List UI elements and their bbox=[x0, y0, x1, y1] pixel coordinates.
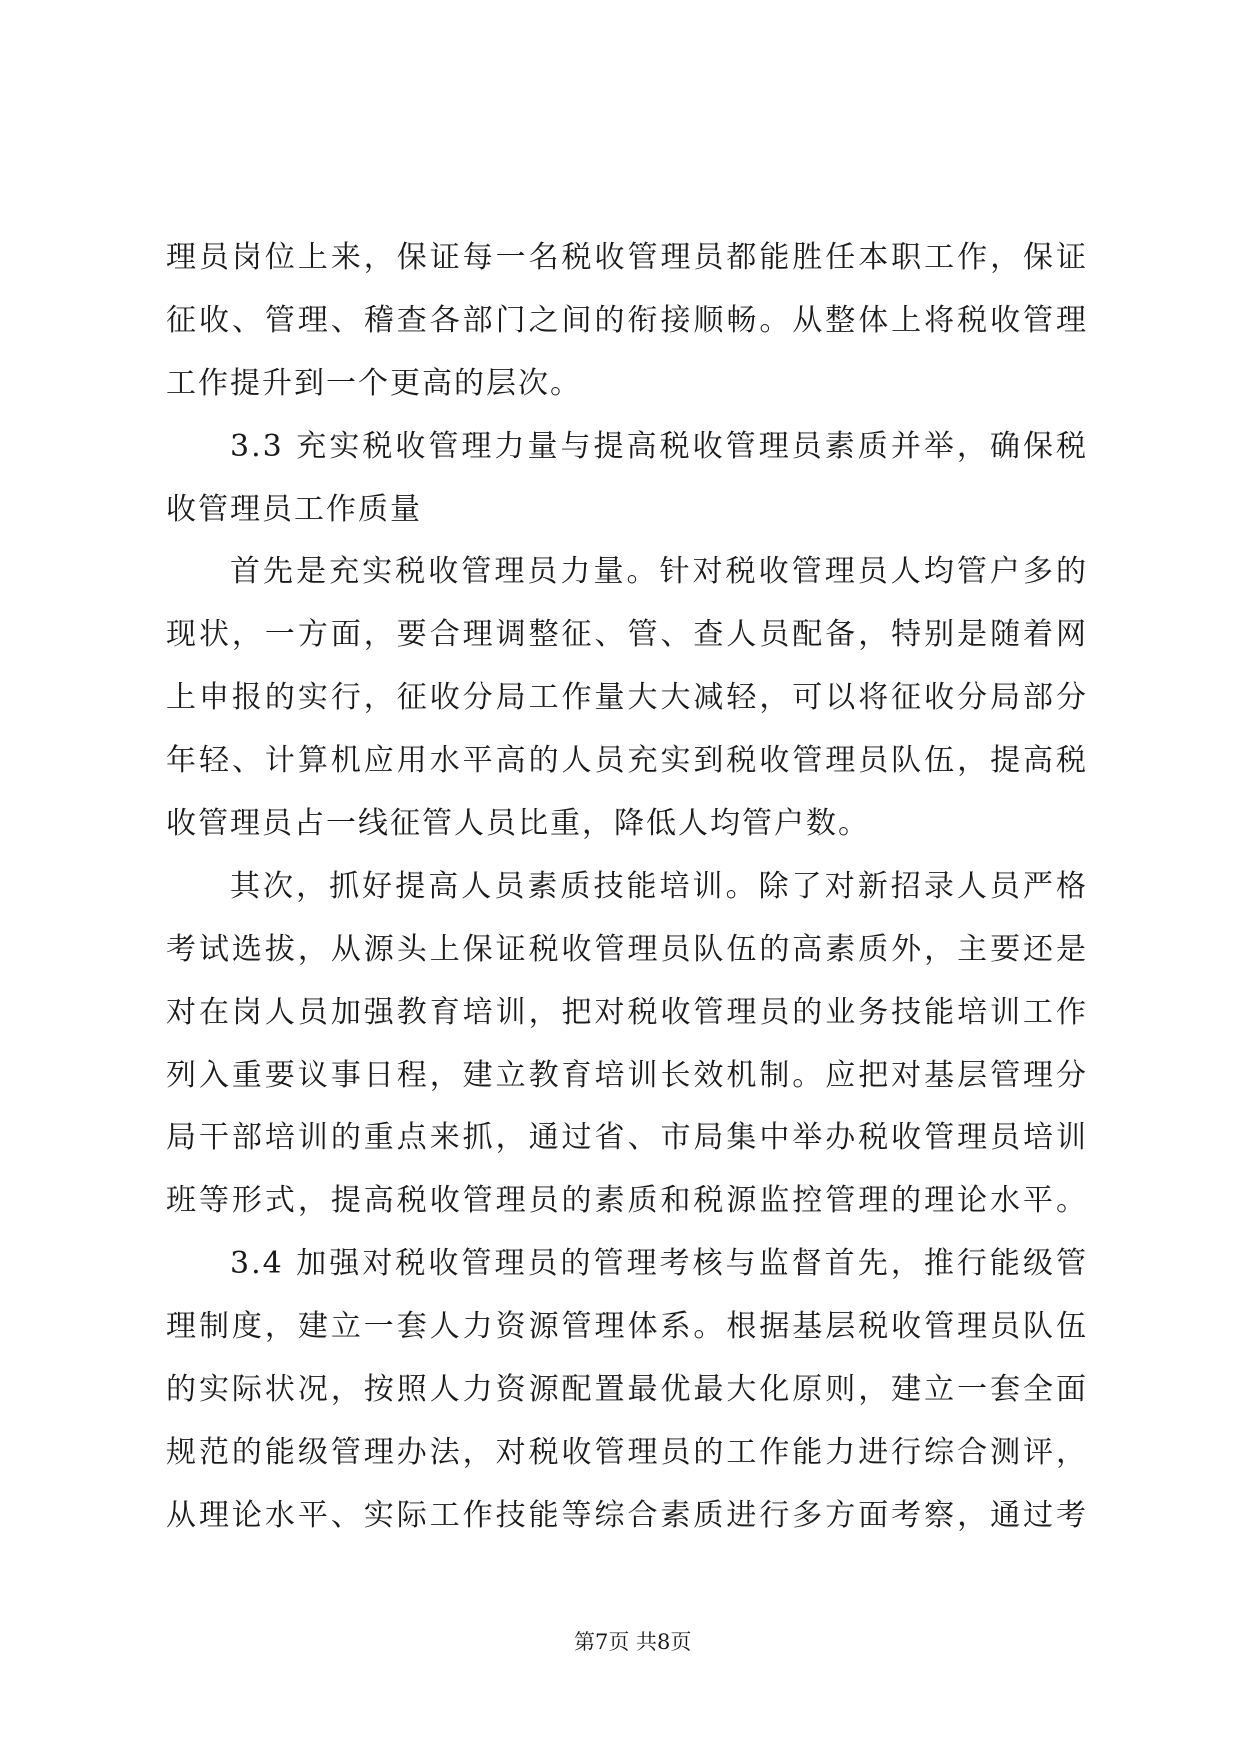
section-3-4-paragraph bbox=[166, 1233, 1088, 1547]
text-line: 工作提升到一个更高的层次。 bbox=[166, 365, 582, 401]
paragraph-staffing bbox=[166, 541, 1088, 855]
text-line: 3.4 加强对税收管理员的管理考核与监督首先，推行能级管 bbox=[230, 1246, 1088, 1282]
section-heading-3-3 bbox=[166, 416, 1088, 542]
text-line: 收管理员占一线征管人员比重，降低人均管户数。 bbox=[166, 806, 870, 842]
text-line: 班等形式，提高税收管理员的素质和税源监控管理的理论水平。 bbox=[166, 1183, 1088, 1219]
body-text bbox=[166, 227, 1088, 1548]
text-line: 理制度，建立一套人力资源管理体系。根据基层税收管理员队伍 bbox=[166, 1309, 1088, 1345]
page-number-footer: 第7页 共8页 bbox=[574, 1630, 692, 1654]
paragraph-training bbox=[166, 856, 1088, 1233]
text-line: 其次，抓好提高人员素质技能培训。除了对新招录人员严格 bbox=[230, 868, 1088, 904]
text-line: 的实际状况，按照人力资源配置最优最大化原则，建立一套全面 bbox=[166, 1372, 1088, 1408]
text-line: 列入重要议事日程，建立教育培训长效机制。应把对基层管理分 bbox=[166, 1057, 1088, 1093]
text-line: 从理论水平、实际工作技能等综合素质进行多方面考察，通过考 bbox=[166, 1497, 1088, 1533]
text-line: 年轻、计算机应用水平高的人员充实到税收管理员队伍，提高税 bbox=[166, 743, 1088, 779]
text-line: 上申报的实行，征收分局工作量大大减轻，可以将征收分局部分 bbox=[166, 680, 1088, 716]
text-line: 现状，一方面，要合理调整征、管、查人员配备，特别是随着网 bbox=[166, 617, 1088, 653]
text-line: 局干部培训的重点来抓，通过省、市局集中举办税收管理员培训 bbox=[166, 1120, 1088, 1156]
text-line: 规范的能级管理办法，对税收管理员的工作能力进行综合测评， bbox=[166, 1434, 1088, 1470]
heading-line: 3.3 充实税收管理力量与提高税收管理员素质并举，确保税 bbox=[230, 428, 1088, 464]
text-line: 征收、管理、稽查各部门之间的衔接顺畅。从整体上将税收管理 bbox=[166, 302, 1088, 338]
text-line: 首先是充实税收管理员力量。针对税收管理员人均管户多的 bbox=[230, 554, 1088, 590]
heading-line: 收管理员工作质量 bbox=[166, 491, 422, 527]
text-line: 对在岗人员加强教育培训，把对税收管理员的业务技能培训工作 bbox=[166, 994, 1088, 1030]
paragraph-continuation bbox=[166, 227, 1088, 416]
text-line: 理员岗位上来，保证每一名税收管理员都能胜任本职工作，保证 bbox=[166, 240, 1088, 275]
text-line: 考试选拔，从源头上保证税收管理员队伍的高素质外，主要还是 bbox=[166, 931, 1088, 967]
